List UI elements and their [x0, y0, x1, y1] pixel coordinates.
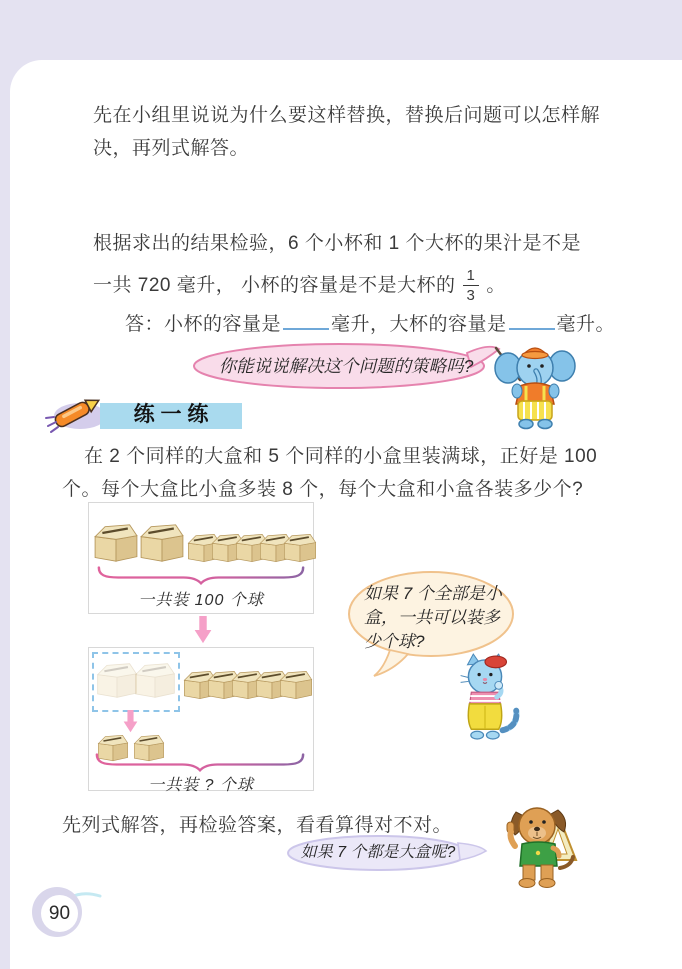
- para2-text-after-fraction: 。: [486, 274, 506, 296]
- diagram2-label: 一共装 ? 个球: [148, 777, 254, 794]
- intro-paragraph-1: [93, 99, 633, 165]
- intro-paragraph-1-line1: 先在小组里说说为什么要这样替换，替换后问题可以怎样解: [93, 105, 601, 126]
- diagram-panel-1: [88, 502, 314, 614]
- pencil-icon: [44, 388, 108, 438]
- para2-text-before-fraction: 一共 720 毫升， 小杯的容量是不是大杯的: [93, 274, 456, 296]
- large-box-icon: [139, 523, 185, 563]
- fraction-one-third: [463, 268, 480, 303]
- answer-blank-1: [283, 312, 329, 330]
- check-instruction: 先列式解答，再检验答案，看看算得对不对。: [62, 815, 453, 836]
- practice-problem: [62, 440, 624, 506]
- practice-problem-line2: 个。每个大盒比小盒多装 8 个，每个大盒和小盒各装多少个?: [62, 479, 584, 500]
- fraction-numerator: 1: [463, 268, 480, 286]
- intro-paragraph-2-line1: 根据求出的结果检验，6 个小杯和 1 个大杯的果汁是不是: [93, 233, 581, 254]
- brace-total-unknown: [93, 752, 307, 772]
- practice-problem-line1: 在 2 个同样的大盒和 5 个同样的小盒里装满球，正好是 100: [84, 446, 598, 467]
- answer-blank-2: [509, 312, 555, 330]
- small-box-icon: [283, 533, 317, 563]
- diagram1-box-row: [93, 519, 317, 563]
- diagram1-label: 一共装 100 个球: [138, 592, 264, 609]
- intro-paragraph-2-line2: [93, 260, 633, 310]
- answer-text-1: 答：小杯的容量是: [125, 314, 282, 335]
- elephant-bubble-text: 你能说说解决这个问题的策略吗?: [218, 356, 474, 376]
- cat-bubble-line3: 少个球?: [364, 632, 425, 651]
- page-number: 90: [41, 895, 78, 932]
- ghost-box-row: [96, 662, 176, 699]
- ghost-large-box-icon: [134, 662, 176, 699]
- intro-paragraph-2: [93, 227, 633, 310]
- ghost-large-box-icon: [96, 662, 138, 699]
- small-box-icon: [279, 670, 313, 700]
- down-arrow-icon: [194, 616, 212, 644]
- cat-bubble-line1: 如果 7 个全部是小: [364, 584, 502, 603]
- cat-mascot-illustration: [444, 652, 526, 746]
- answer-text-2: 毫升，大杯的容量是: [331, 314, 507, 335]
- answer-text-3: 毫升。: [556, 314, 616, 335]
- practice-header-title: 练 一 练: [133, 403, 209, 426]
- large-box-icon: [93, 523, 139, 563]
- elephant-mascot-illustration: [490, 334, 580, 430]
- cat-bubble-line2: 盒，一共可以装多: [364, 608, 500, 627]
- dog-mascot-illustration: [498, 802, 590, 892]
- dog-bubble-text: 如果 7 个都是大盒呢?: [300, 844, 456, 861]
- diagram2-small-box-row: [183, 670, 313, 700]
- replaced-boxes-dashed-zone: [92, 652, 180, 712]
- down-arrow-icon: [123, 710, 138, 733]
- page-number-badge: [32, 887, 82, 937]
- diagram-panel-2: [88, 647, 314, 794]
- cat-bubble-text: [364, 582, 504, 654]
- brace-total-100: [95, 565, 307, 585]
- intro-paragraph-1-line2: 决，再列式解答。: [93, 138, 250, 159]
- fraction-denominator: 3: [466, 286, 476, 304]
